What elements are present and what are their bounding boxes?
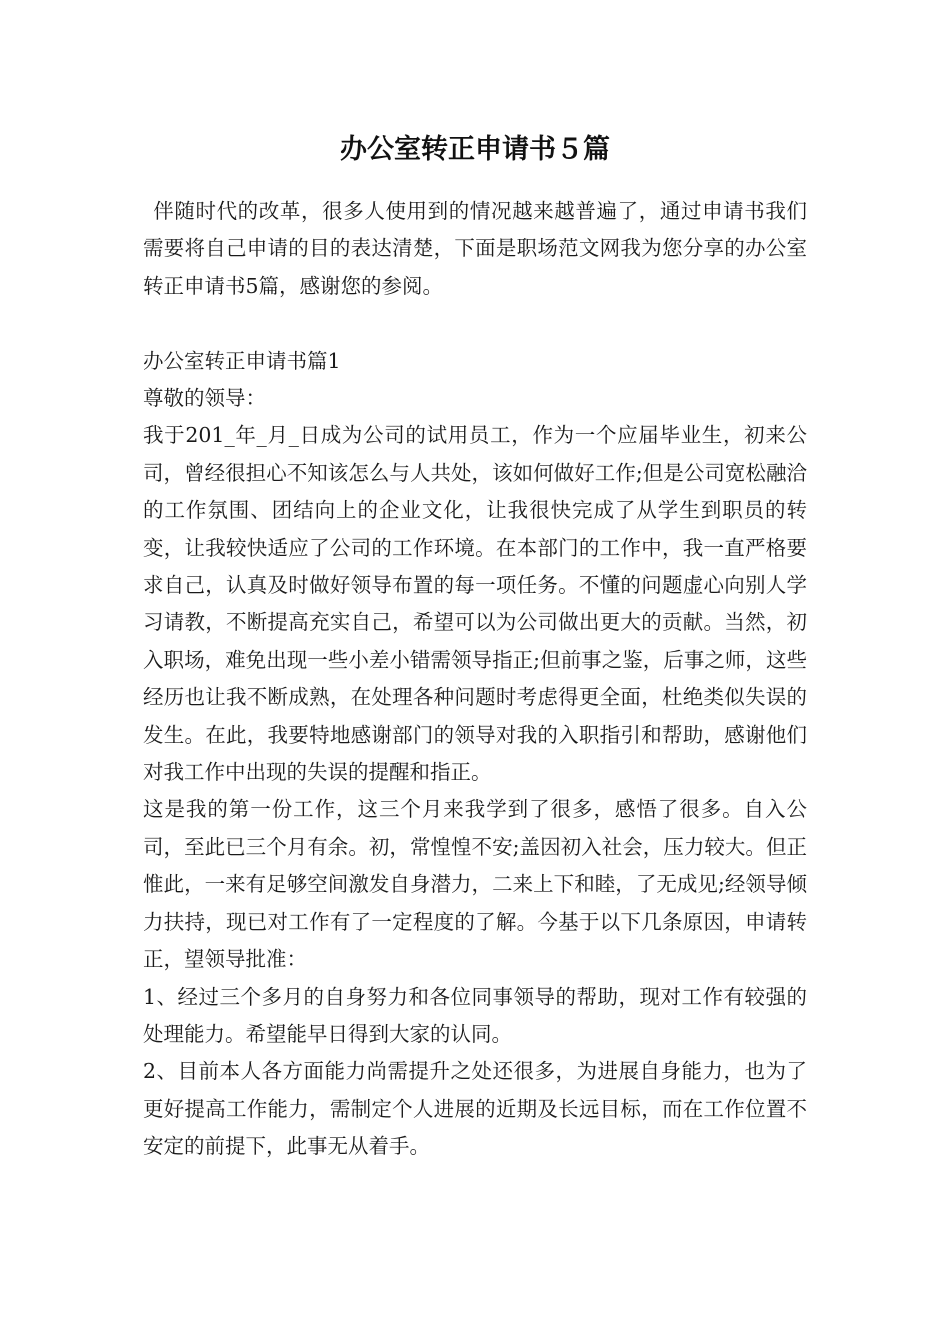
- list-item-1: 1、经过三个多月的自身努力和各位同事领导的帮助，现对工作有较强的处理能力。希望能早日得到大家的认同。: [143, 984, 807, 1046]
- list-item-2: 2、目前本人各方面能力尚需提升之处还很多，为进展自身能力，也为了更好提高工作能力，需制定个人进展的近期及长远目标，而在工作位置不安定的前提下，此事无从着手。: [143, 1059, 807, 1159]
- body-paragraph-2: 这是我的第一份工作，这三个月来我学到了很多，感悟了很多。自入公司，至此已三个月有余。初，常惶惶不安;盖因初入社会，压力较大。但正惟此，一来有足够空间激发自身潜力，二来上下和睦，了无成见;经领导倾力扶持，现已对工作有了一定程度的了解。今基于以下几条原因，申请转正，望领导批准：: [143, 797, 807, 972]
- body-paragraph-1: 我于201_年_月_日成为公司的试用员工，作为一个应届毕业生，初来公司，曾经很担心不知该怎么与人共处，该如何做好工作;但是公司宽松融洽的工作氛围、团结向上的企业文化，让我很快完成了从学生到职员的转变，让我较快适应了公司的工作环境。在本部门的工作中，我一直严格要求自己，认真及时做好领导布置的每一项任务。不懂的问题虚心向别人学习请教，不断提高充实自己，希望可以为公司做出更大的贡献。当然，初入职场，难免出现一些小差小错需领导指正;但前事之鉴，后事之师，这些经历也让我不断成熟，在处理各种问题时考虑得更全面，杜绝类似失误的发生。在此，我要特地感谢部门的领导对我的入职指引和帮助，感谢他们对我工作中出现的失误的提醒和指正。: [143, 423, 807, 785]
- document-title: 办公室转正申请书５篇: [340, 134, 610, 165]
- intro-paragraph: 伴随时代的改革，很多人使用到的情况越来越普遍了，通过申请书我们需要将自己申请的目的表达清楚，下面是职场范文网我为您分享的办公室转正申请书5篇，感谢您的参阅。: [143, 199, 807, 298]
- section-heading: 办公室转正申请书篇1: [143, 348, 341, 373]
- document-body: [143, 193, 807, 1166]
- salutation: 尊敬的领导：: [143, 386, 266, 411]
- paragraph-spacer: [143, 305, 807, 342]
